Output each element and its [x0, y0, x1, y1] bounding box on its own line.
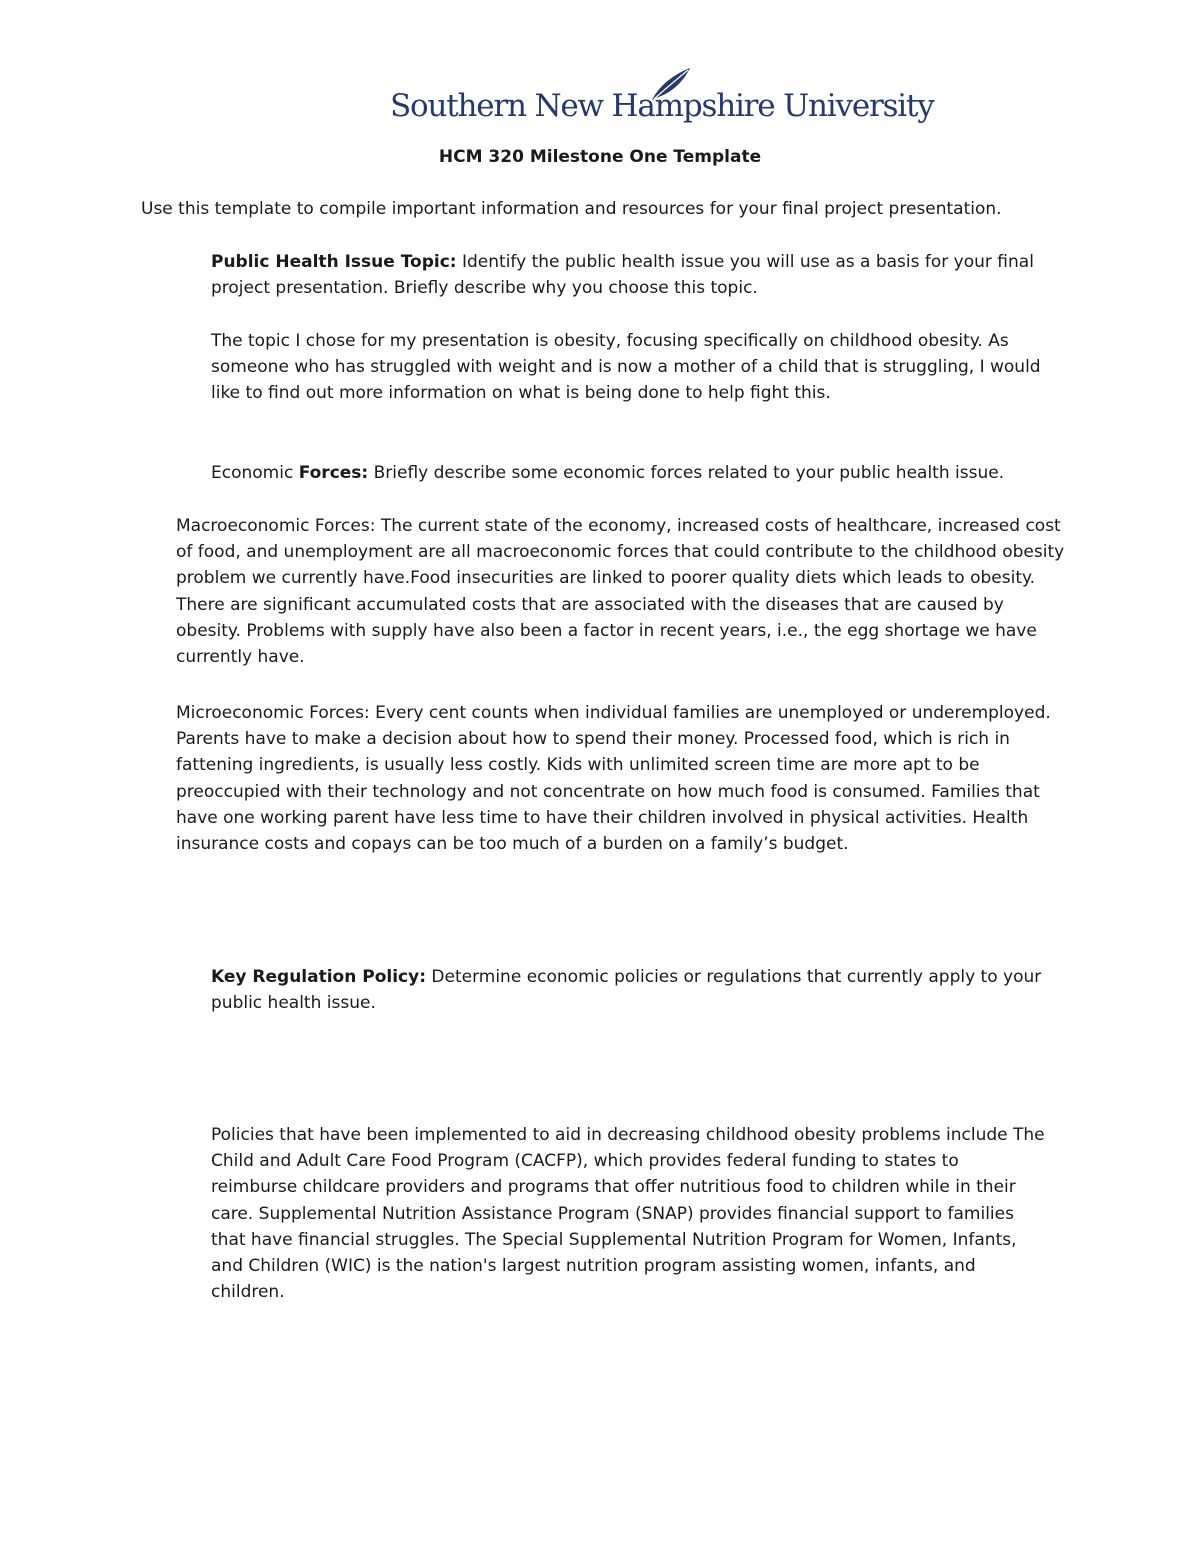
- regulation-label: Key Regulation Policy:: [211, 967, 426, 987]
- regulation-answer: Policies that have been implemented to aid in decreasing childhood obesity problems include The Child and Adult Care Food Program (CACFP), which provides federal funding to states to reimburse childcare providers and programs that offer nutritious food to children while in their care. Supplemental Nutrition Assistance Program (SNAP) provides financial support to families that have financial struggles. The Special Supplemental Nutrition Program for Women, Infants, and Children (WIC) is the nation's largest nutrition program assisting women, infants, and children.: [211, 1125, 1045, 1303]
- economic-label-bold: Forces:: [298, 463, 369, 483]
- regulation-prompt: Determine economic policies or regulations that currently apply to your public health issue.: [211, 967, 1042, 1014]
- macroeconomic-forces: Macroeconomic Forces: The current state of the economy, increased costs of healthcare, increased cost of food, and unemployment are all macroeconomic forces that could contribute to the childhood obesity problem we currently have.Food insecurities are linked to poorer quality diets which leads to obesity. There are significant accumulated costs that are associated with the diseases that are caused by obesity. Problems with supply have also been a factor in recent years, i.e., the egg shortage we have currently have.: [176, 516, 1065, 668]
- economic-label-plain: Economic: [211, 463, 299, 483]
- topic-prompt: Identify the public health issue you will use as a basis for your final project presentation. Briefly describe why you choose this topic.: [211, 252, 1034, 299]
- intro-text: Use this template to compile important information and resources for your final project presentation.: [141, 199, 1002, 219]
- regulation-section: [211, 964, 1046, 1016]
- page-title: HCM 320 Milestone One Template: [438, 147, 762, 167]
- topic-label: Public Health Issue Topic:: [211, 252, 457, 272]
- microeconomic-forces: Microeconomic Forces: Every cent counts when individual families are unemployed or underemployed. Parents have to make a decision about how to spend their money. Processed food, which is rich in fattening ingredients, is usually less costly. Kids with unlimited screen time are more apt to be preoccupied with their technology and not concentrate on how much food is consumed. Families that have one working parent have less time to have their children involved in physical activities. Health insurance costs and copays can be too much of a burden on a family’s budget.: [176, 703, 1051, 855]
- logo-text: Southern New Hampshire University: [390, 88, 934, 124]
- economic-forces-heading: [211, 460, 1046, 486]
- topic-answer: The topic I chose for my presentation is obesity, focusing specifically on childhood obesity. As someone who has struggled with weight and is now a mother of a child that is struggling, I would like to find out more information on what is being done to help fight this.: [211, 331, 1041, 404]
- economic-prompt: Briefly describe some economic forces related to your public health issue.: [368, 463, 1005, 483]
- university-logo: [390, 66, 934, 136]
- topic-section: [211, 249, 1046, 301]
